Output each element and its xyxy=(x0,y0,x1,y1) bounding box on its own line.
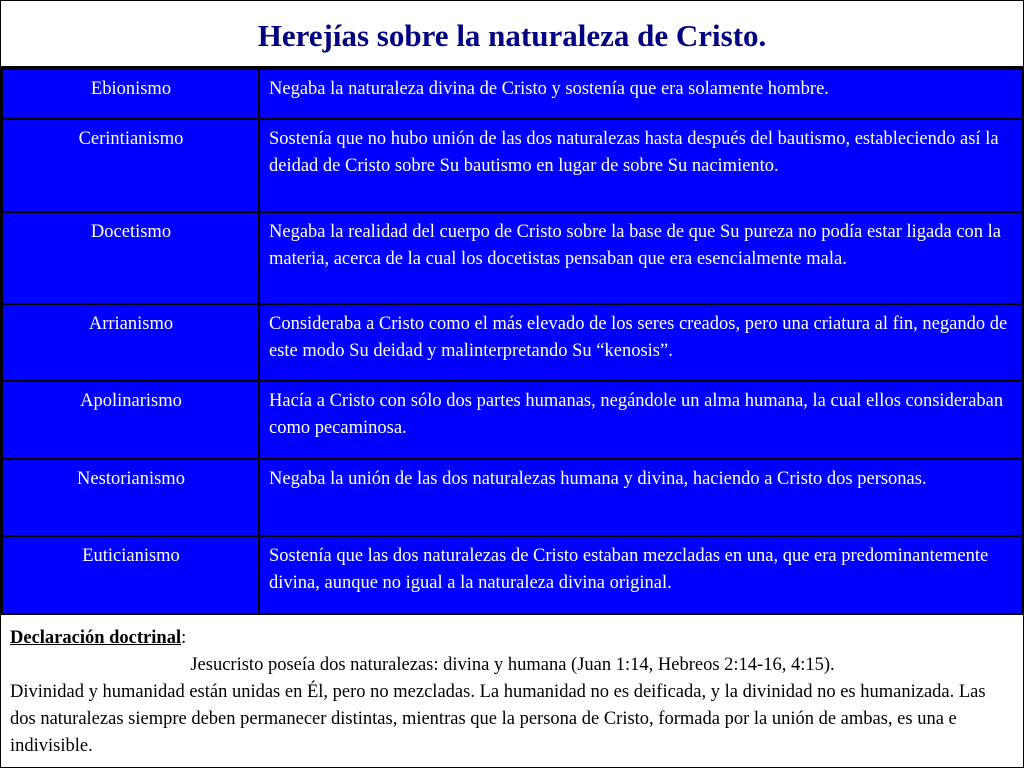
declaration-body: Divinidad y humanidad están unidas en Él, pero no mezcladas. La humanidad no es deificada, y la divinidad no es humanizada. Las dos naturalezas siempre deben permanecer distintas, mientras que la persona de Cristo, formada por la unión de ambas, es una e indivisible. xyxy=(10,682,986,756)
table-row xyxy=(2,459,1022,536)
heresy-description: Consideraba a Cristo como el más elevado de los seres creados, pero una criatura al fin, negando de este modo Su deidad y malinterpretando Su “kenosis”. xyxy=(259,304,1022,381)
heresy-description: Negaba la unión de las dos naturalezas humana y divina, haciendo a Cristo dos personas. xyxy=(259,459,1022,536)
heresies-table xyxy=(1,68,1023,615)
table-row xyxy=(2,536,1022,614)
heresy-name: Ebionismo xyxy=(2,69,259,119)
declaration-colon: : xyxy=(181,628,187,648)
table-row xyxy=(2,119,1022,212)
heresy-name: Apolinarismo xyxy=(2,381,259,459)
heresy-description: Sostenía que las dos naturalezas de Cristo estaban mezcladas en una, que era predominantemente divina, aunque no igual a la naturaleza divina original. xyxy=(259,536,1022,614)
table-row xyxy=(2,304,1022,381)
doctrinal-declaration xyxy=(1,615,1023,760)
heresy-name: Arrianismo xyxy=(2,304,259,381)
table-row xyxy=(2,69,1022,119)
declaration-heading xyxy=(10,625,1015,652)
heresy-description: Negaba la naturaleza divina de Cristo y sostenía que era solamente hombre. xyxy=(259,69,1022,119)
heresy-name: Docetismo xyxy=(2,212,259,304)
heresy-name: Cerintianismo xyxy=(2,119,259,212)
heresy-description: Negaba la realidad del cuerpo de Cristo sobre la base de que Su pureza no podía estar ligada con la materia, acerca de la cual los docetistas pensaban que era esencialmente mala. xyxy=(259,212,1022,304)
page-title: Herejías sobre la naturaleza de Cristo. xyxy=(1,1,1023,68)
heresy-description: Sostenía que no hubo unión de las dos naturalezas hasta después del bautismo, estableciendo así la deidad de Cristo sobre Su bautismo en lugar de sobre Su nacimiento. xyxy=(259,119,1022,212)
heresy-name: Euticianismo xyxy=(2,536,259,614)
heresy-name: Nestorianismo xyxy=(2,459,259,536)
table-row xyxy=(2,212,1022,304)
heresy-description: Hacía a Cristo con sólo dos partes humanas, negándole un alma humana, la cual ellos consideraban como pecaminosa. xyxy=(259,381,1022,459)
declaration-line: Jesucristo poseía dos naturalezas: divina y humana (Juan 1:14, Hebreos 2:14-16, 4:15). xyxy=(190,655,835,675)
declaration-label: Declaración doctrinal xyxy=(10,628,182,648)
table-row xyxy=(2,381,1022,459)
